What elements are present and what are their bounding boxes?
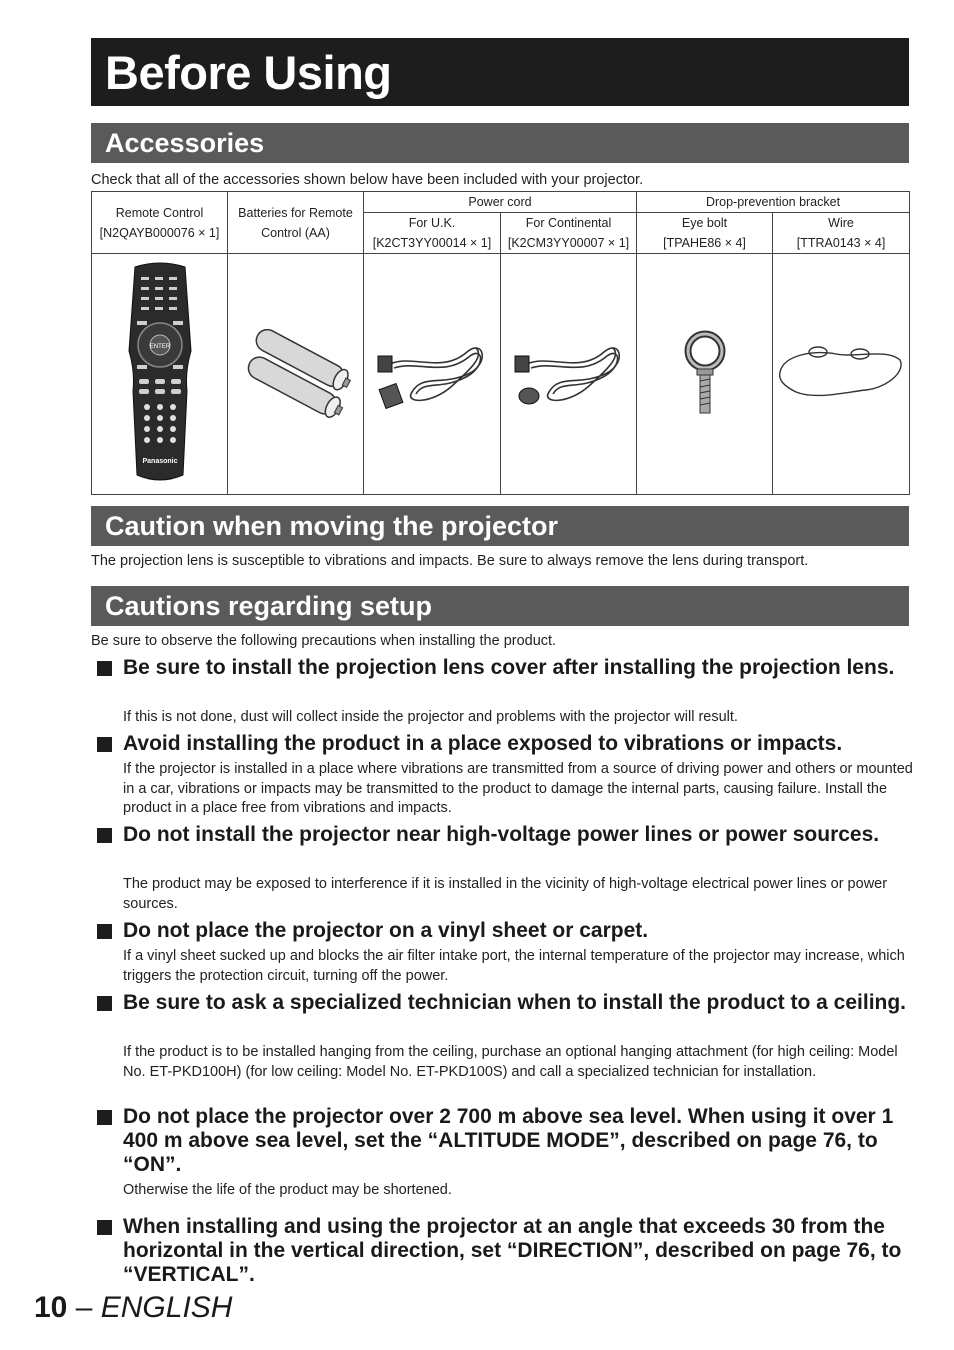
eye-bolt-part: [TPAHE86 × 4]: [663, 236, 746, 250]
bullet-square-icon: [97, 924, 112, 939]
uk-power-cord-illustration: [372, 334, 492, 414]
power-cord-group-header: Power cord: [364, 192, 637, 213]
moving-section-header: [91, 506, 909, 546]
page-title-bar: [91, 38, 909, 106]
bullet-square-icon: [97, 1220, 112, 1235]
bracket-group-header: Drop-prevention bracket: [637, 192, 910, 213]
wire-image-cell: [773, 254, 910, 495]
power-cord-continental-name: For Continental: [525, 216, 612, 230]
page-footer: [34, 1290, 232, 1326]
precaution-text: If the product is to be installed hanging from the ceiling, purchase an optional hanging attachment (for high ceiling: Model No. ET-PKD100H) (for low ceiling: Model No. ET-PKD100S) and call a specialized technician for installation.: [123, 1044, 898, 1080]
batteries-name-line2: Control (AA): [261, 225, 330, 240]
remote-image-cell: [92, 254, 228, 495]
batteries-name-line1: Batteries for Remote: [238, 205, 353, 220]
precaution-text: Otherwise the life of the product may be shortened.: [123, 1182, 452, 1198]
wire-illustration: [776, 344, 906, 404]
accessories-section-header: [91, 123, 909, 163]
precaution-heading: Do not place the projector on a vinyl sheet or carpet.: [123, 919, 649, 942]
precaution-heading: Do not install the projector near high-voltage power lines or power sources.: [123, 823, 880, 846]
precaution-text: If a vinyl sheet sucked up and blocks the air filter intake port, the internal temperature of the projector may increase, which triggers the protection circuit, turning off the power.: [123, 948, 905, 984]
power-cord-uk-part: [K2CT3YY00014 × 1]: [372, 236, 492, 250]
eye-bolt-header: [637, 213, 773, 254]
wire-header: [773, 213, 910, 254]
precaution-text: The product may be exposed to interference if it is installed in the vicinity of high-voltage electrical power lines or power sources.: [123, 876, 888, 912]
power-cord-continental-part: [K2CM3YY00007 × 1]: [507, 236, 630, 250]
footer-separator: –: [75, 1291, 93, 1324]
precaution-text: If this is not done, dust will collect inside the projector and problems with the projector will result.: [123, 709, 738, 725]
setup-section-header: [91, 586, 909, 626]
remote-enter-label: ENTER: [149, 344, 170, 350]
accessories-intro: Check that all of the accessories shown below have been included with your projector.: [91, 172, 644, 188]
moving-heading: Caution when moving the projector: [105, 511, 559, 541]
power-cord-uk-name: For U.K.: [408, 216, 456, 230]
page-number: 10: [34, 1291, 68, 1324]
bullet-square-icon: [97, 996, 112, 1011]
remote-header-cell: [92, 192, 228, 254]
eye-bolt-image-cell: [637, 254, 773, 495]
bullet-square-icon: [97, 661, 112, 676]
batteries-header-cell: [228, 192, 364, 254]
setup-heading: Cautions regarding setup: [105, 591, 433, 621]
accessories-heading: Accessories: [105, 128, 265, 158]
eye-bolt-illustration: [680, 329, 730, 419]
bullet-square-icon: [97, 828, 112, 843]
precaution-heading: When installing and using the projector at an angle that exceeds 30 from the horizontal in the vertical direction, set “DIRECTION”, described on page 76, to “VERTICAL”.: [123, 1215, 902, 1286]
precaution-heading: Be sure to ask a specialized technician when to install the product to a ceiling.: [123, 991, 907, 1014]
wire-part: [TTRA0143 × 4]: [796, 236, 886, 250]
power-cord-uk-image-cell: [364, 254, 501, 495]
precaution-heading: Do not place the projector over 2 700 m above sea level. When using it over 1 400 m above sea level, set the “ALTITUDE MODE”, described on page 76, to “ON”.: [123, 1105, 894, 1176]
precaution-text: If the projector is installed in a place where vibrations are transmitted from a source of driving power and others or mounted in a car, vibrations or impacts may be transmitted to the product to damage the internal parts, causing failure. Install the product in a place free from vibrations and impacts.: [123, 761, 913, 816]
footer-language: ENGLISH: [100, 1291, 233, 1324]
page-title: Before Using: [105, 46, 392, 99]
precaution-heading: Be sure to install the projection lens cover after installing the projection lens.: [123, 656, 895, 679]
setup-intro: Be sure to observe the following precautions when installing the product.: [91, 633, 557, 649]
continental-power-cord-illustration: [509, 334, 629, 414]
remote-control-illustration: [125, 261, 195, 487]
precaution-heading: Avoid installing the product in a place exposed to vibrations or impacts.: [123, 732, 843, 755]
remote-brand-label: Panasonic: [141, 458, 178, 465]
batteries-image-cell: [228, 254, 364, 495]
bullet-square-icon: [97, 737, 112, 752]
moving-text: The projection lens is susceptible to vibrations and impacts. Be sure to always remove the lens during transport.: [91, 553, 809, 569]
aa-batteries-illustration: [236, 329, 356, 419]
power-cord-uk-header: [364, 213, 501, 254]
power-cord-continental-header: [501, 213, 637, 254]
power-cord-continental-image-cell: [501, 254, 637, 495]
eye-bolt-name: Eye bolt: [681, 216, 728, 230]
accessories-table: [91, 191, 910, 495]
bullet-square-icon: [97, 1110, 112, 1125]
remote-part: [N2QAYB000076 × 1]: [99, 225, 220, 240]
wire-name: Wire: [828, 216, 854, 230]
remote-name: Remote Control: [115, 205, 204, 220]
